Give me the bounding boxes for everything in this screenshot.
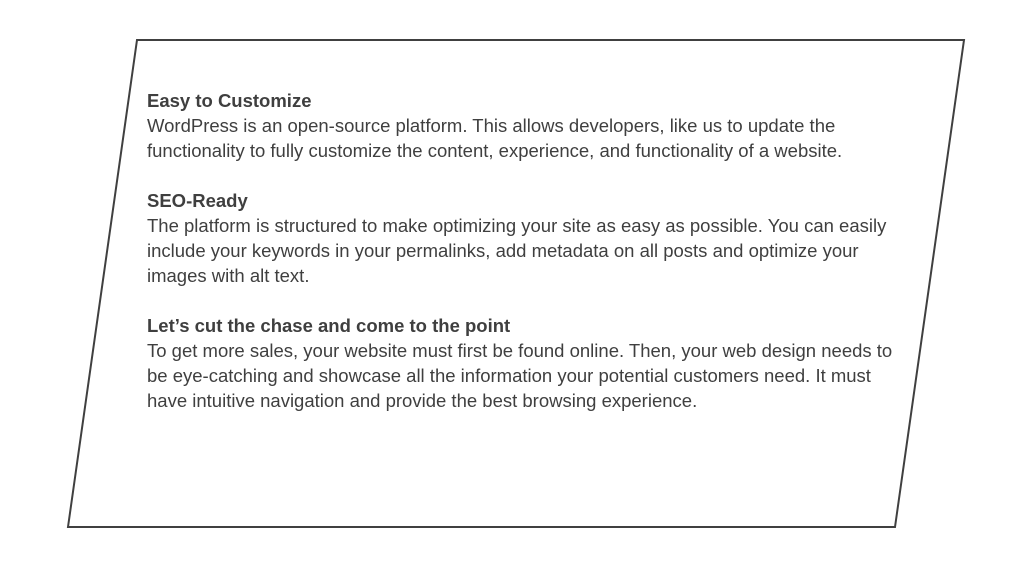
section-title: Let’s cut the chase and come to the point [147,315,511,336]
section-body: WordPress is an open-source platform. This allows developers, like us to update the functionality to fully customize the content, experience, and functionality of a website. [147,115,843,161]
content-area [147,88,907,438]
section-title: SEO-Ready [147,190,248,211]
section-body: The platform is structured to make optimizing your site as easy as possible. You can easily include your keywords in your permalinks, add metadata on all posts and optimize your images with alt text. [147,215,887,286]
section-body: To get more sales, your website must first be found online. Then, your web design needs to be eye-catching and showcase all the information your potential customers need. It must have intuitive navigation and provide the best browsing experience. [147,340,893,411]
section-cut-the-chase [147,313,907,413]
section-seo-ready [147,188,907,288]
section-easy-to-customize [147,88,907,163]
section-title: Easy to Customize [147,90,312,111]
